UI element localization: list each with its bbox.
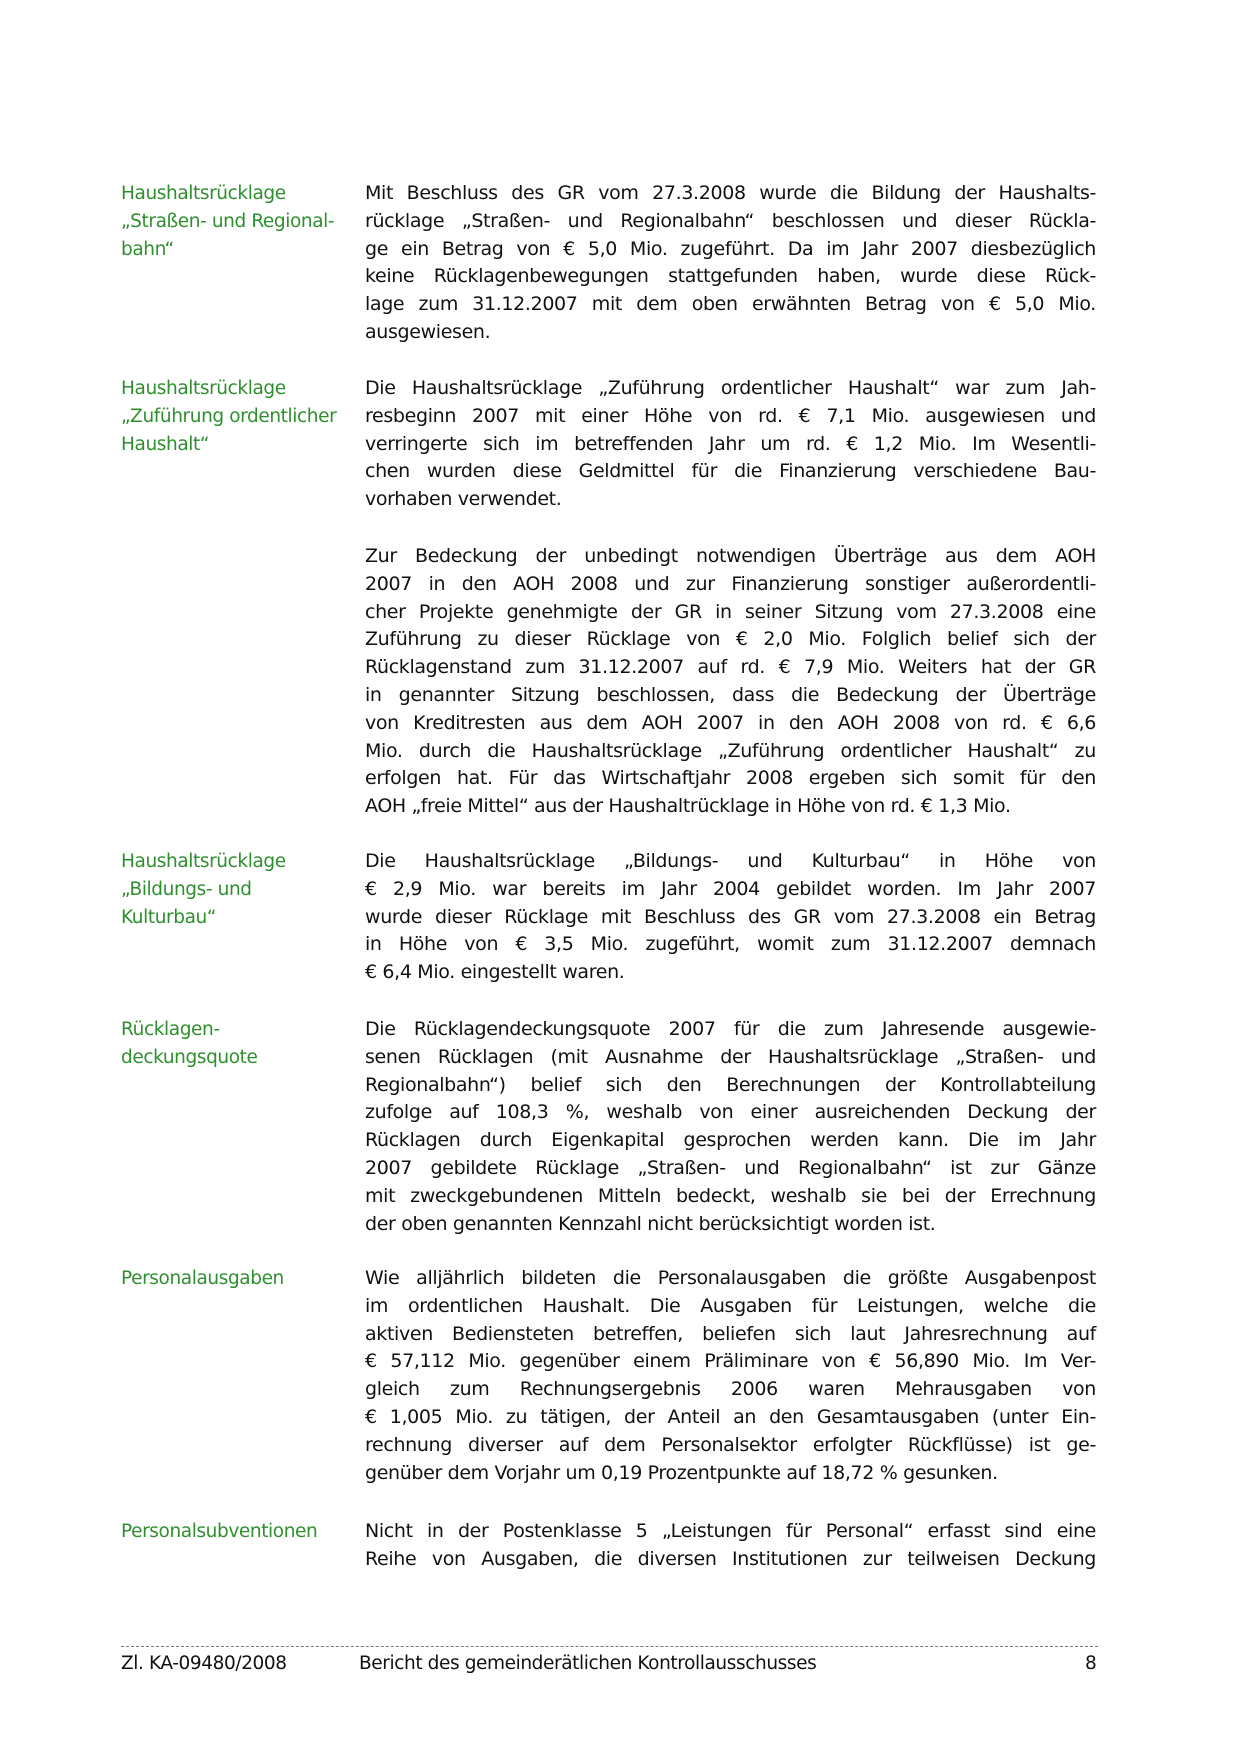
label-line: „Straßen- und Regional- [121, 210, 335, 232]
label-line: Haushalt“ [121, 433, 210, 455]
paragraph-line: Rücklagenstand zum 31.12.2007 auf rd. € 7,9 Mio. Weiters hat der GR [365, 656, 1096, 679]
paragraph-line: Regionalbahn“) belief sich den Berechnungen der Kontrollabteilung [365, 1073, 1096, 1096]
paragraph-line: im ordentlichen Haushalt. Die Ausgaben für Leistungen, welche die [365, 1294, 1096, 1317]
section-margin-label [121, 1265, 356, 1293]
paragraph-line: AOH „freie Mittel“ aus der Haushaltrücklage in Höhe von rd. € 1,3 Mio. [365, 795, 1011, 818]
paragraph-line: Wie alljährlich bildeten die Personalausgaben die größte Ausgabenpost [365, 1267, 1096, 1289]
paragraph-line: Mit Beschluss des GR vom 27.3.2008 wurde die Bildung der Haushalts- [365, 182, 1096, 204]
paragraph-line: mit zweckgebundenen Mitteln bedeckt, weshalb sie bei der Errechnung [365, 1184, 1096, 1207]
label-line: deckungsquote [121, 1046, 258, 1068]
paragraph-line: € 2,9 Mio. war bereits im Jahr 2004 gebildet worden. Im Jahr 2007 [365, 877, 1096, 900]
section-margin-label [121, 180, 356, 263]
paragraph-line: € 6,4 Mio. eingestellt waren. [365, 961, 625, 984]
paragraph-line: € 57,112 Mio. gegenüber einem Präliminare von € 56,890 Mio. Im Ver- [365, 1350, 1096, 1373]
label-line: Kulturbau“ [121, 906, 217, 928]
paragraph-line: vorhaben verwendet. [365, 488, 562, 511]
paragraph-line: chen wurden diese Geldmittel für die Finanzierung verschiedene Bau- [365, 460, 1096, 483]
label-line: Haushaltsrücklage [121, 851, 286, 872]
label-line: bahn“ [121, 238, 174, 260]
paragraph-line: senen Rücklagen (mit Ausnahme der Haushaltsrücklage „Straßen- und [365, 1045, 1096, 1068]
footer-title: Bericht des gemeinderätlichen Kontrollausschusses [359, 1653, 817, 1674]
section-paragraph [365, 1518, 1096, 1574]
paragraph-line: 2007 gebildete Rücklage „Straßen- und Regionalbahn“ ist zur Gänze [365, 1156, 1096, 1179]
label-line: „Zuführung ordentlicher [121, 405, 337, 427]
paragraph-line: 2007 in den AOH 2008 und zur Finanzierung sonstiger außerordentli- [365, 572, 1096, 595]
paragraph-line: in genannter Sitzung beschlossen, dass die Bedeckung der Überträge [365, 683, 1096, 706]
paragraph-line: Die Haushaltsrücklage „Zuführung ordentlicher Haushalt“ war zum Jah- [365, 377, 1096, 399]
paragraph-line: der oben genannten Kennzahl nicht berücksichtigt worden ist. [365, 1212, 936, 1235]
footer-reference: Zl. KA-09480/2008 [121, 1653, 287, 1674]
section-margin-label [121, 848, 356, 931]
label-line: Personalsubventionen [121, 1521, 318, 1542]
paragraph-line: Die Rücklagendeckungsquote 2007 für die zum Jahresende ausgewie- [365, 1018, 1096, 1040]
label-line: Haushaltsrücklage [121, 378, 286, 399]
paragraph-line: rechnung diverser auf dem Personalsektor erfolgter Rückflüsse) ist ge- [365, 1433, 1096, 1456]
paragraph-line: Zur Bedeckung der unbedingt notwendigen Überträge aus dem AOH [365, 545, 1096, 567]
label-line: Rücklagen- [121, 1019, 220, 1040]
paragraph-line: Mio. durch die Haushaltsrücklage „Zuführung ordentlicher Haushalt“ zu [365, 739, 1096, 762]
paragraph-line: gleich zum Rechnungsergebnis 2006 waren Mehrausgaben von [365, 1378, 1096, 1401]
paragraph-line: € 1,005 Mio. zu tätigen, der Anteil an den Gesamtausgaben (unter Ein- [365, 1405, 1096, 1428]
paragraph-line: keine Rücklagenbewegungen stattgefunden haben, wurde diese Rück- [365, 265, 1096, 288]
paragraph-line: verringerte sich im betreffenden Jahr um rd. € 1,2 Mio. Im Wesentli- [365, 432, 1096, 455]
paragraph-line: ausgewiesen. [365, 320, 491, 343]
paragraph-line: Nicht in der Postenklasse 5 „Leistungen für Personal“ erfasst sind eine [365, 1520, 1096, 1542]
label-line: Haushaltsrücklage [121, 183, 286, 204]
paragraph-line: zufolge auf 108,3 %, weshalb von einer ausreichenden Deckung der [365, 1101, 1096, 1124]
section-paragraph [365, 180, 1096, 347]
paragraph-line: erfolgen hat. Für das Wirtschaftjahr 2008 ergeben sich somit für den [365, 767, 1096, 790]
section-paragraph [365, 543, 1096, 821]
paragraph-line: in Höhe von € 3,5 Mio. zugeführt, womit zum 31.12.2007 demnach [365, 933, 1096, 956]
section-margin-label [121, 1518, 356, 1546]
paragraph-line: aktiven Bediensteten betreffen, beliefen sich laut Jahresrechnung auf [365, 1322, 1096, 1345]
section-margin-label [121, 1016, 356, 1072]
paragraph-line: ge ein Betrag von € 5,0 Mio. zugeführt. Da im Jahr 2007 diesbezüglich [365, 237, 1096, 260]
paragraph-line: Die Haushaltsrücklage „Bildungs- und Kulturbau“ in Höhe von [365, 850, 1096, 872]
section-paragraph [365, 1016, 1096, 1238]
section-paragraph [365, 1265, 1096, 1487]
paragraph-line: resbeginn 2007 mit einer Höhe von rd. € 7,1 Mio. ausgewiesen und [365, 404, 1096, 427]
section-margin-label [121, 375, 356, 458]
footer-divider [121, 1646, 1098, 1647]
section-paragraph [365, 848, 1096, 987]
paragraph-line: wurde dieser Rücklage mit Beschluss des GR vom 27.3.2008 ein Betrag [365, 905, 1096, 928]
paragraph-line: cher Projekte genehmigte der GR in seiner Sitzung vom 27.3.2008 eine [365, 600, 1096, 623]
paragraph-line: lage zum 31.12.2007 mit dem oben erwähnten Betrag von € 5,0 Mio. [365, 293, 1096, 316]
paragraph-line: Reihe von Ausgaben, die diversen Institutionen zur teilweisen Deckung [365, 1547, 1096, 1570]
paragraph-line: Rücklagen durch Eigenkapital gesprochen werden kann. Die im Jahr [365, 1129, 1096, 1152]
paragraph-line: genüber dem Vorjahr um 0,19 Prozentpunkte auf 18,72 % gesunken. [365, 1461, 998, 1484]
paragraph-line: Zuführung zu dieser Rücklage von € 2,0 Mio. Folglich belief sich der [365, 628, 1096, 651]
paragraph-line: rücklage „Straßen- und Regionalbahn“ beschlossen und dieser Rückla- [365, 209, 1096, 232]
section-paragraph [365, 375, 1096, 514]
paragraph-line: von Kreditresten aus dem AOH 2007 in den AOH 2008 von rd. € 6,6 [365, 711, 1096, 734]
page-number: 8 [1085, 1653, 1097, 1674]
label-line: Personalausgaben [121, 1268, 284, 1289]
label-line: „Bildungs- und [121, 878, 252, 900]
